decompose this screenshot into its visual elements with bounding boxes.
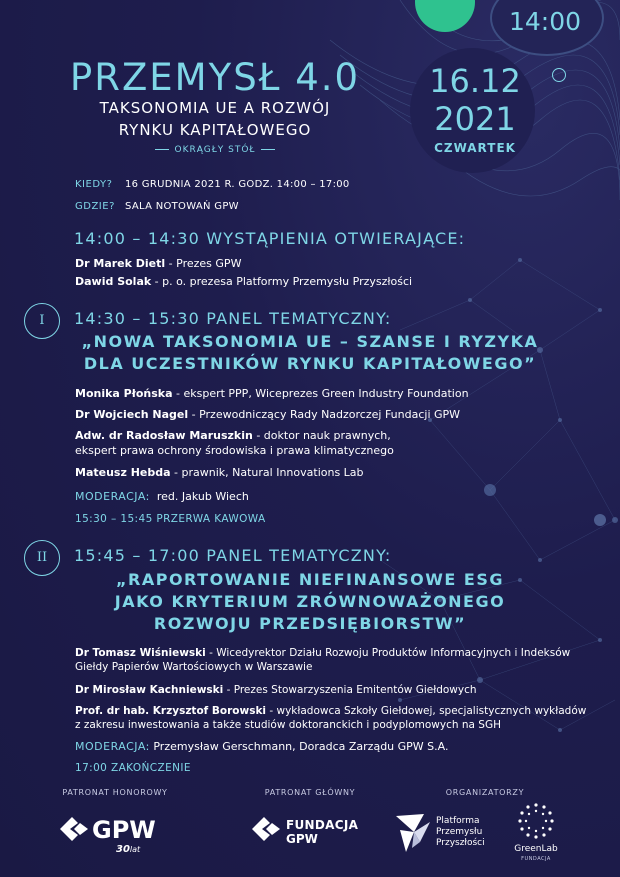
coffee-break: 15:30 – 15:45 PRZERWA KAWOWA [75,513,266,525]
subtitle-line-2: RYNKU KAPITAŁOWEGO [118,121,312,139]
panel-1-heading: 14:30 – 15:30 PANEL TEMATYCZNY: [74,309,392,328]
round-table-label [0,145,430,155]
panel-2-speaker-continuation: Giełdy Papierów Wartościowych w Warszawie [75,661,313,673]
panel-2-title-line-2: JAKO KRYTERIUM ZRÓWNOWAŻONEGO [114,592,506,611]
subtitle-line-1: TAKSONOMIA UE A ROZWÓJ [99,99,331,117]
gpw-logo-text: GPW [92,816,156,844]
gpw-logo [56,812,171,862]
panel-2-speaker: Dr Tomasz Wiśniewski - Wicedyrektor Działu Rozwoju Produktów Informacyjnych i Indeksów [75,647,571,659]
greenlab-dots-icon [517,802,555,840]
start-time: 14:00 [508,7,582,36]
main-patronage-label: PATRONAT GŁÓWNY [264,788,356,797]
greenlab-logo-text: GreenLab [514,844,558,854]
ppp-origami-icon [394,812,432,854]
closing: 17:00 ZAKOŃCZENIE [75,762,191,774]
gpw-anniversary: 30lat [116,844,141,855]
where-label: GDZIE? [75,201,115,212]
when-label: KIEDY? [75,179,113,190]
page-title: PRZEMYSŁ 4.0 [69,56,361,99]
when-value: 16 GRUDNIA 2021 R. GODZ. 14:00 – 17:00 [125,179,350,190]
ppp-logo-text: Platforma Przemysłu Przyszłości [436,816,485,848]
panel-2-title-line-3: ROZWOJU PRZEDSIĘBIORSTW” [153,614,467,633]
panel-2-heading: 15:45 – 17:00 PANEL TEMATYCZNY: [74,546,392,565]
panel-2-numeral: II [24,540,60,576]
organizers-label: ORGANIZATORZY [445,788,525,797]
greenlab-logo [505,802,565,864]
panel-1-moderation: MODERACJA: red. Jakub Wiech [75,490,249,503]
small-ring-decoration [552,68,566,82]
greenlab-logo-subtext: FUNDACJA [521,856,551,862]
round-table-text: OKRĄGŁY STÓŁ [174,145,256,155]
fundacja-logo-line-2: GPW [286,832,318,846]
honorary-patronage-label: PATRONAT HONOROWY [62,788,168,797]
opening-speaker: Dr Marek Dietl - Prezes GPW [75,257,242,270]
where-value: SALA NOTOWAŃ GPW [125,201,239,212]
panel-1-speaker-continuation: ekspert prawa ochrony środowiska i prawa klimatycznego [75,444,394,457]
opening-heading: 14:00 – 14:30 WYSTĄPIENIA OTWIERAJĄCE: [74,229,466,248]
fundacja-gpw-logo [248,812,373,852]
panel-1-speaker: Dr Wojciech Nagel - Przewodniczący Rady Nadzorczej Fundacji GPW [75,408,461,421]
panel-2-moderation: MODERACJA: Przemysław Gerschmann, Doradca Zarządu GPW S.A. [75,740,449,753]
panel-2-speaker: Prof. dr hab. Krzysztof Borowski - wykładowca Szkoły Giełdowej, specjalistycznych wykładów [75,705,587,717]
opening-speaker: Dawid Solak - p. o. prezesa Platformy Przemysłu Przyszłości [75,275,413,288]
ppp-logo [394,812,494,857]
panel-2-speaker: Dr Mirosław Kachniewski - Prezes Stowarzyszenia Emitentów Giełdowych [75,684,477,696]
panel-1-speaker: Monika Płońska - ekspert PPP, Wiceprezes Green Industry Foundation [75,387,469,400]
panel-1-title-line-2: DLA UCZESTNIKÓW RYNKU KAPITAŁOWEGO” [83,354,537,373]
date-year: 2021 [434,100,516,138]
panel-2-title-line-1: „RAPORTOWANIE NIEFINANSOWE ESG [116,570,504,589]
panel-1-title-line-1: „NOWA TAKSONOMIA UE – SZANSE I RYZYKA [81,332,539,351]
gpw-logo-icon [56,814,92,844]
date-weekday: CZWARTEK [434,141,516,155]
panel-1-speaker: Adw. dr Radosław Maruszkin - doktor nauk prawnych, [75,429,391,442]
panel-1-speaker: Mateusz Hebda - prawnik, Natural Innovations Lab [75,466,364,479]
panel-2-speaker-continuation: z zakresu inwestowania a także studiów doktoranckich i podyplomowych na SGH [75,719,501,731]
panel-1-numeral: I [24,303,60,339]
fundacja-gpw-logo-icon [248,814,284,844]
date-day-month: 16.12 [429,62,521,100]
fundacja-logo-line-1: FUNDACJA [286,818,359,832]
